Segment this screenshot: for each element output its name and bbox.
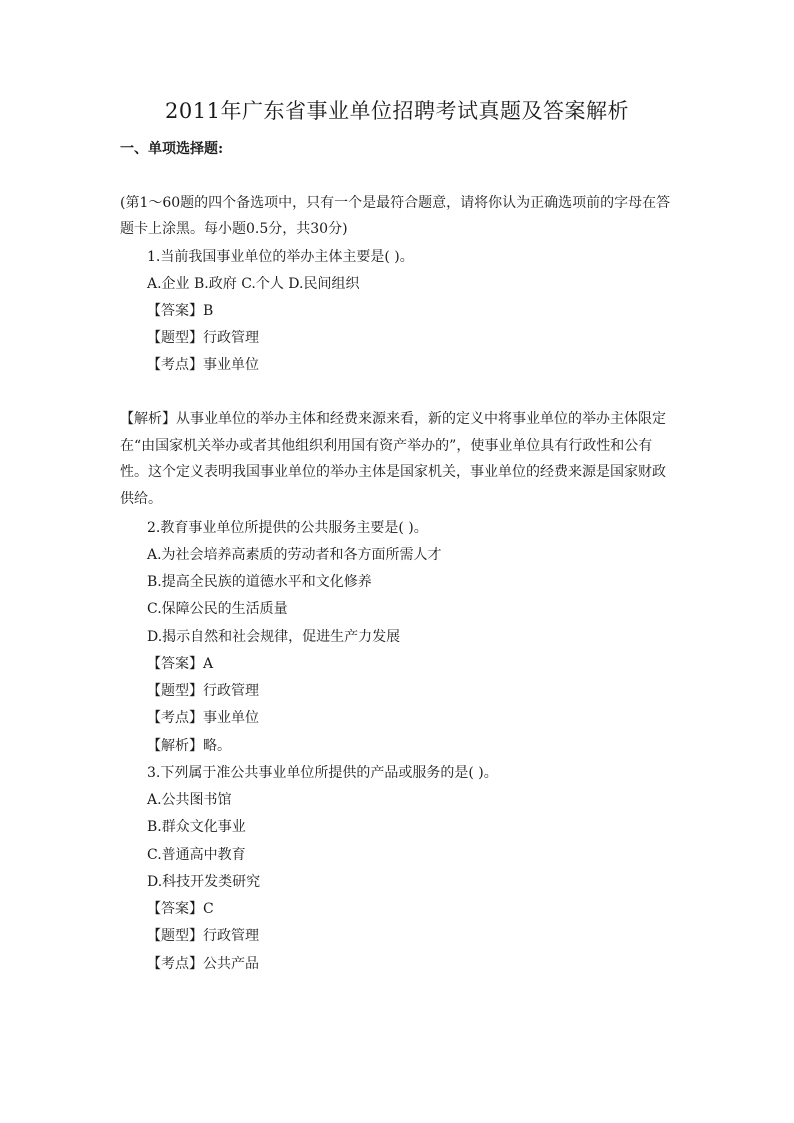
question-3-option-c: C.普通高中教育 [147,847,246,863]
question-1-point: 【考点】事业单位 [147,357,259,373]
question-2-point: 【考点】事业单位 [147,710,259,726]
question-1-answer: 【答案】B [147,303,214,319]
question-2-option-a: A.为社会培养高素质的劳动者和各方面所需人才 [147,547,442,563]
instructions-paragraph: (第1～60题的四个备选项中，只有一个是最符合题意，请将你认为正确选项前的字母在答题卡上涂黑。每小题0.5分，共30分) [120,195,671,237]
question-2-text: 2.教育事业单位所提供的公共服务主要是( )。 [147,520,428,536]
section-heading: 一、单项选择题: [120,141,224,157]
question-2-answer: 【答案】A [147,656,214,672]
question-1-analysis: 【解析】从事业单位的举办主体和经费来源来看，新的定义中将事业单位的举办主体限定在“由国家机关举办或者其他组织利用国有资产举办的”，使事业单位具有行政性和公有性。这个定义表明我国事业单位的举办主体是国家机关，事业单位的经费来源是国家财政供给。 [120,411,666,507]
question-2-option-d: D.揭示自然和社会规律，促进生产力发展 [147,629,401,645]
question-3-point: 【考点】公共产品 [147,956,259,972]
question-3-text: 3.下列属于准公共事业单位所提供的产品或服务的是( )。 [147,765,498,781]
question-3-answer: 【答案】C [147,901,214,917]
question-3-option-a: A.公共图书馆 [147,792,232,808]
question-1-text: 1.当前我国事业单位的举办主体主要是( )。 [147,249,414,265]
question-2-option-c: C.保障公民的生活质量 [147,601,288,617]
document-title: 2011年广东省事业单位招聘考试真题及答案解析 [165,99,629,123]
question-3-type: 【题型】行政管理 [147,928,259,944]
question-2-analysis: 【解析】略。 [147,738,231,754]
question-3-option-d: D.科技开发类研究 [147,874,261,890]
question-3-option-b: B.群众文化事业 [147,819,246,835]
question-1-type: 【题型】行政管理 [147,330,259,346]
question-2-option-b: B.提高全民族的道德水平和文化修养 [147,574,372,590]
question-2-type: 【题型】行政管理 [147,683,259,699]
question-1-options: A.企业 B.政府 C.个人 D.民间组织 [147,276,360,292]
